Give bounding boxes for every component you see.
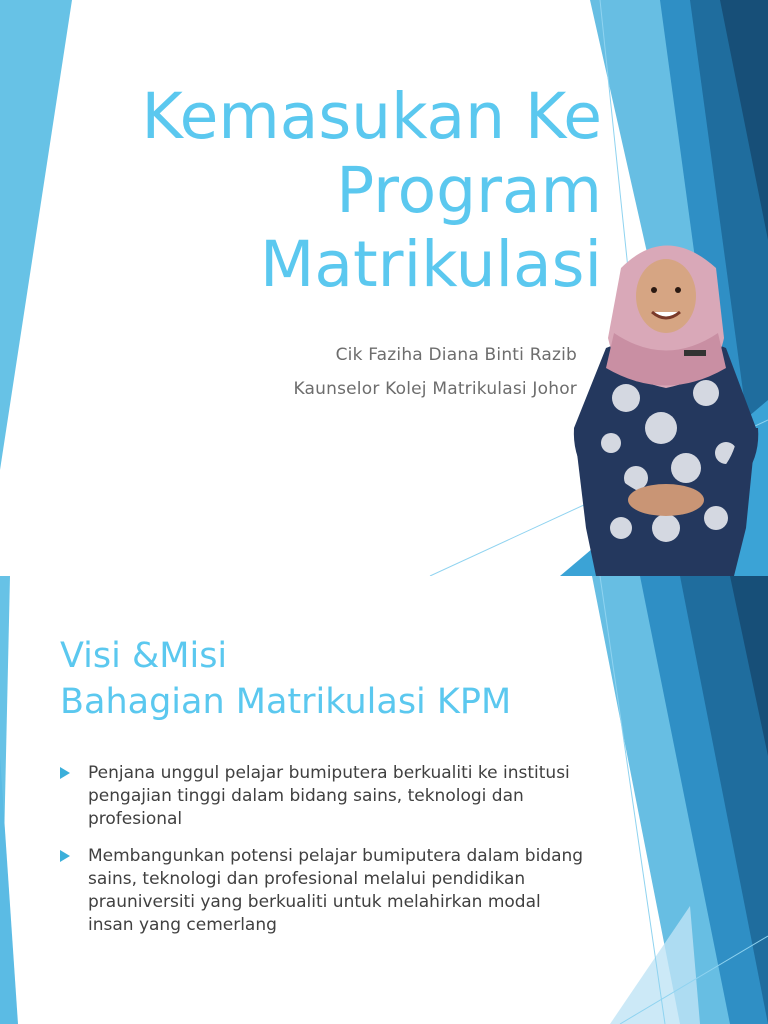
vision-mission-slide [0, 576, 768, 1024]
presenter-photo [566, 228, 766, 576]
title-line-2: Bahagian Matrikulasi KPM [60, 682, 512, 722]
triangle-right-icon [60, 850, 70, 862]
bullet-text: Membangunkan potensi pelajar bumiputera dalam bidang sains, teknologi dan profesional melalui pendidikan prauniversiti yang berkualiti untuk melahirkan modal insan yang cemerlang [88, 846, 584, 935]
slide-title [60, 633, 511, 725]
bullet-list [60, 762, 585, 951]
list-item [60, 845, 585, 937]
title-line-1: Kemasukan Ke [141, 80, 602, 153]
presenter-role: Kaunselor Kolej Matrikulasi Johor [293, 379, 577, 399]
title-line-3: Matrikulasi [260, 228, 602, 301]
presenter-name: Cik Faziha Diana Binti Razib [335, 345, 577, 365]
list-item [60, 762, 585, 831]
bullet-text: Penjana unggul pelajar bumiputera berkualiti ke institusi pengajian tinggi dalam bidang sains, teknologi dan profesional [88, 763, 570, 829]
triangle-right-icon [60, 767, 70, 779]
title-line-1: Visi &Misi [60, 636, 228, 676]
slide-title [42, 80, 602, 302]
title-line-2: Program [336, 154, 602, 227]
